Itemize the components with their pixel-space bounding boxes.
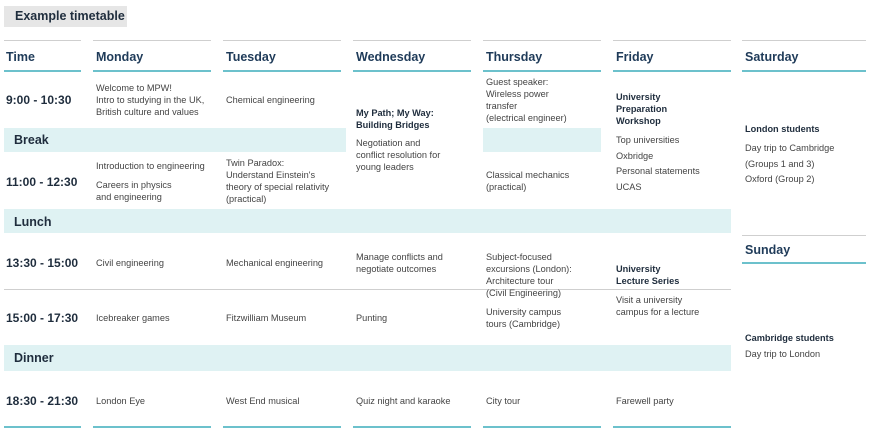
header-thursday: Thursday (486, 50, 543, 64)
wednesday-slot-4: Punting (356, 313, 388, 323)
sunday-item: Day trip to London (745, 349, 821, 359)
header-sunday: Sunday (745, 243, 791, 257)
monday-slot-2a: Introduction to engineering (96, 161, 205, 171)
bottom-line-monday (93, 426, 211, 428)
wednesday-workshop-desc: Negotiation and conflict resolution for young leaders (356, 138, 441, 172)
header-wednesday: Wednesday (356, 50, 426, 64)
tuesday-slot-4: Fitzwilliam Museum (226, 313, 307, 323)
bottom-line-wednesday (353, 426, 471, 428)
header-friday: Friday (616, 50, 654, 64)
thursday-slot-1: Guest speaker: Wireless power transfer (electrical engineer) (486, 77, 567, 123)
header-line-monday (93, 70, 211, 72)
saturday-group-title: London students (745, 124, 820, 134)
timetable-title: Example timetable (4, 6, 127, 27)
header-line-friday (613, 70, 731, 72)
header-line-thursday (483, 70, 601, 72)
header-time: Time (6, 50, 35, 64)
break-label: Break (14, 133, 49, 147)
header-line-saturday (742, 70, 866, 72)
break-band-thursday (483, 128, 601, 152)
wednesday-slot-3: Manage conflicts and negotiate outcomes (356, 252, 443, 274)
saturday-items: Day trip to Cambridge (Groups 1 and 3) Oxford (Group 2) (745, 143, 835, 184)
monday-slot-1: Welcome to MPW! Intro to studying in the UK, British culture and values (96, 83, 205, 117)
time-slot-2: 11:00 - 12:30 (6, 175, 78, 189)
header-top-line-thursday (483, 40, 601, 41)
dinner-band (4, 345, 731, 371)
thursday-slot-4: University campus tours (Cambridge) (486, 307, 562, 329)
header-tuesday: Tuesday (226, 50, 276, 64)
bottom-line-thursday (483, 426, 601, 428)
time-slot-3: 13:30 - 15:00 (6, 256, 79, 270)
header-top-line-tuesday (223, 40, 341, 41)
tuesday-slot-2: Twin Paradox: Understand Einstein's theory of special relativity (practical) (226, 158, 330, 204)
friday-lecture-desc: Visit a university campus for a lecture (616, 295, 700, 317)
tuesday-slot-1: Chemical engineering (226, 95, 315, 105)
lunch-band (4, 209, 731, 233)
header-line-tuesday (223, 70, 341, 72)
friday-lecture-title: University Lecture Series (616, 264, 680, 286)
sunday-group-title: Cambridge students (745, 333, 834, 343)
header-top-line-friday (613, 40, 731, 41)
lunch-label: Lunch (14, 215, 52, 229)
bottom-line-tuesday (223, 426, 341, 428)
monday-slot-4: Icebreaker games (96, 313, 170, 323)
wednesday-workshop-title: My Path; My Way: Building Bridges (356, 108, 434, 130)
time-slot-1: 9:00 - 10:30 (6, 93, 72, 107)
monday-slot-3: Civil engineering (96, 258, 164, 268)
thursday-slot-2: Classical mechanics (practical) (486, 170, 570, 192)
time-slot-5: 18:30 - 21:30 (6, 394, 79, 408)
bottom-line-time (4, 426, 81, 428)
thursday-slot-5: City tour (486, 396, 521, 406)
time-slot-4: 15:00 - 17:30 (6, 311, 79, 325)
row-separator-afternoon (4, 289, 731, 290)
header-top-line-monday (93, 40, 211, 41)
friday-workshop-items: Top universities Oxbridge Personal statements UCAS (616, 135, 700, 192)
monday-slot-5: London Eye (96, 396, 146, 406)
sunday-header-line (742, 262, 866, 264)
header-top-line-time (4, 40, 81, 41)
header-line-wednesday (353, 70, 471, 72)
dinner-label: Dinner (14, 351, 54, 365)
header-top-line-wednesday (353, 40, 471, 41)
header-top-line-saturday (742, 40, 866, 41)
tuesday-slot-5: West End musical (226, 396, 300, 406)
sunday-top-line (742, 235, 866, 236)
monday-slot-2b: Careers in physics and engineering (96, 180, 172, 202)
break-band-left (4, 128, 346, 152)
friday-workshop-title: University Preparation Workshop (616, 92, 668, 126)
tuesday-slot-3: Mechanical engineering (226, 258, 324, 268)
friday-slot-5: Farewell party (616, 396, 674, 406)
wednesday-slot-5: Quiz night and karaoke (356, 396, 451, 406)
bottom-line-friday (613, 426, 731, 428)
header-monday: Monday (96, 50, 144, 64)
header-line-time (4, 70, 81, 72)
header-saturday: Saturday (745, 50, 799, 64)
thursday-slot-3: Subject-focused excursions (London): Architecture tour (Civil Engineering) (486, 252, 572, 298)
